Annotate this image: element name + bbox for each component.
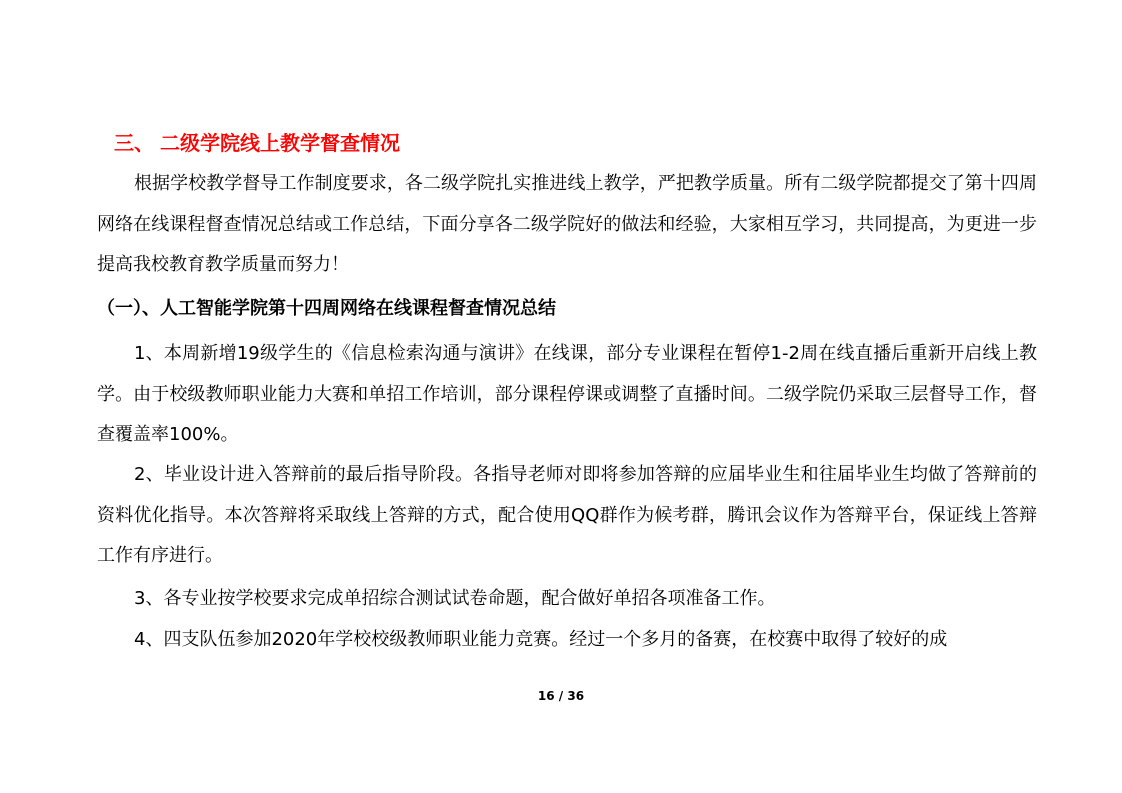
list-item: 2、毕业设计进入答辩前的最后指导阶段。各指导老师对即将参加答辩的应届毕业生和往届毕业生均做了答辩前的资料优化指导。本次答辩将采取线上答辩的方式，配合使用QQ群作为候考群，腾讯会议作为答辩平台，保证线上答辩工作有序进行。 (97, 464, 1037, 566)
intro-paragraph: 根据学校教学督导工作制度要求，各二级学院扎实推进线上教学，严把教学质量。所有二级学院都提交了第十四周网络在线课程督查情况总结或工作总结，下面分享各二级学院好的做法和经验，大家相互学习，共同提高，为更进一步提高我校教育教学质量而努力！ (97, 173, 1037, 275)
subsection-heading: （一）、人工智能学院第十四周网络在线课程督查情况总结 (97, 298, 556, 319)
section-number: 三、 (114, 131, 154, 155)
section-title: 二级学院线上教学督查情况 (160, 131, 400, 155)
page-number: 16 / 36 (537, 689, 585, 703)
list-item: 4、四支队伍参加2020年学校校级教师职业能力竞赛。经过一个多月的备赛，在校赛中取得了较好的成 (134, 629, 948, 650)
list-item: 1、本周新增19级学生的《信息检索沟通与演讲》在线课，部分专业课程在暂停1-2周在线直播后重新开启线上教学。由于校级教师职业能力大赛和单招工作培训，部分课程停课或调整了直播时间。二级学院仍采取三层督导工作，督查覆盖率100%。 (97, 343, 1037, 445)
section-heading (114, 126, 400, 160)
list-item: 3、各专业按学校要求完成单招综合测试试卷命题，配合做好单招各项准备工作。 (134, 588, 776, 609)
